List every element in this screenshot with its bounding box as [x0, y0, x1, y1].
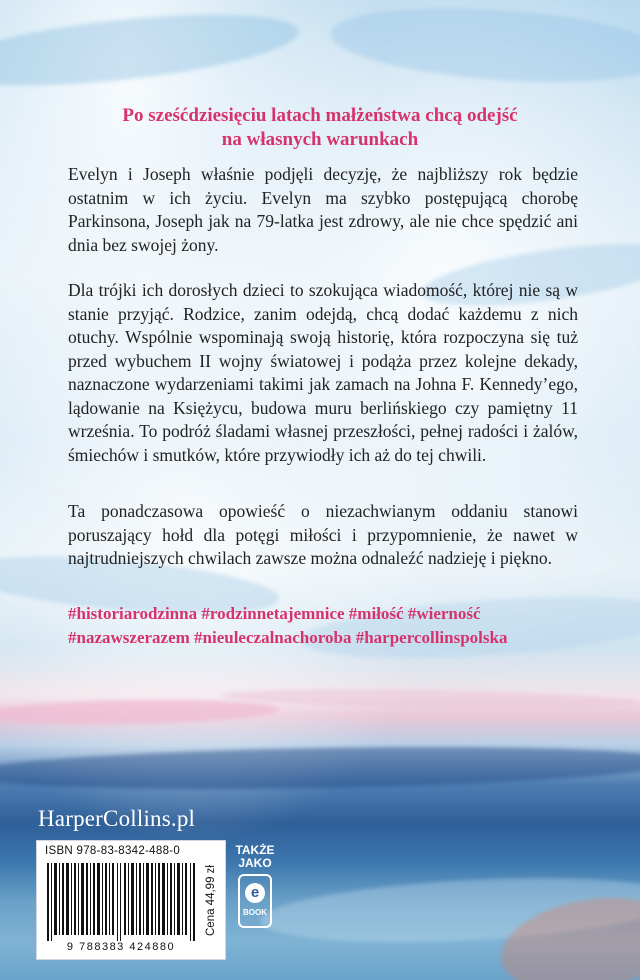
ebook-line-2: JAKO [238, 856, 272, 870]
ebook-label: BOOK [243, 908, 267, 917]
ebook-e-letter: e [245, 883, 265, 903]
blurb-paragraph-3: Ta ponadczasowa opowieść o niezachwianym oddaniu stanowi poruszający hołd dla potęgi miłości i przypomnienie, że nawet w najtrudniejszych chwilach zawsze można odnaleźć nadzieję i piękno. [68, 501, 578, 568]
blurb-paragraph-1: Evelyn i Joseph właśnie podjęli decyzję, że najbliższy rok będzie ostatnim w ich życiu. Evelyn ma szybko postępującą chorobę Parkinsona, Joseph jak na 79-latka jest zdrowy, ale nie chce spędzić ani dnia bez swojej żony. [68, 164, 578, 255]
hashtags [68, 602, 588, 650]
ebook-reader-icon [238, 874, 272, 928]
tagline-line-1: Po sześćdziesięciu latach małżeństwa chcą odejść [122, 105, 518, 126]
hashtags-line-1: #historiarodzinna #rodzinnetajemnice #miłość #wierność [68, 604, 481, 623]
barcode-panel [36, 840, 226, 960]
ebook-badge [234, 844, 276, 928]
tagline [60, 104, 580, 152]
barcode-icon [45, 863, 197, 941]
barcode-digits: 9 788383 424880 [66, 941, 176, 953]
ebook-line-1: TAKŻE [235, 843, 275, 857]
isbn-text: ISBN 978-83-8342-488-0 [45, 845, 181, 857]
blurb-paragraph-2: Dla trójki ich dorosłych dzieci to szokująca wiadomość, której nie są w stanie przyjąć. Rodzice, zanim odejdą, chcą dodać każdemu z nich otuchy. Wspólnie wspominają swoją historię, która rozpoczyna się tuż przed wybuchem II wojny światowej i podąża przez kolejne dekady, naznaczone wydarzeniami takimi jak zamach na Johna F. Kennedy’ego, lądowanie na Księżycu, budowa muru berlińskiego czy pamiętny 11 września. To podróż śladami własnej przeszłości, pełnej radości i żalów, śmiechów i smutków, które przywiodły ich aż do tej chwili. [68, 280, 578, 465]
tagline-line-2: na własnych warunkach [221, 129, 419, 150]
price-label: Cena 44,99 zł [205, 865, 217, 937]
publisher-logo: HarperCollins.pl [38, 806, 196, 831]
hashtags-line-2: #nazawszerazem #nieuleczalnachoroba #harpercollinspolska [68, 628, 508, 647]
